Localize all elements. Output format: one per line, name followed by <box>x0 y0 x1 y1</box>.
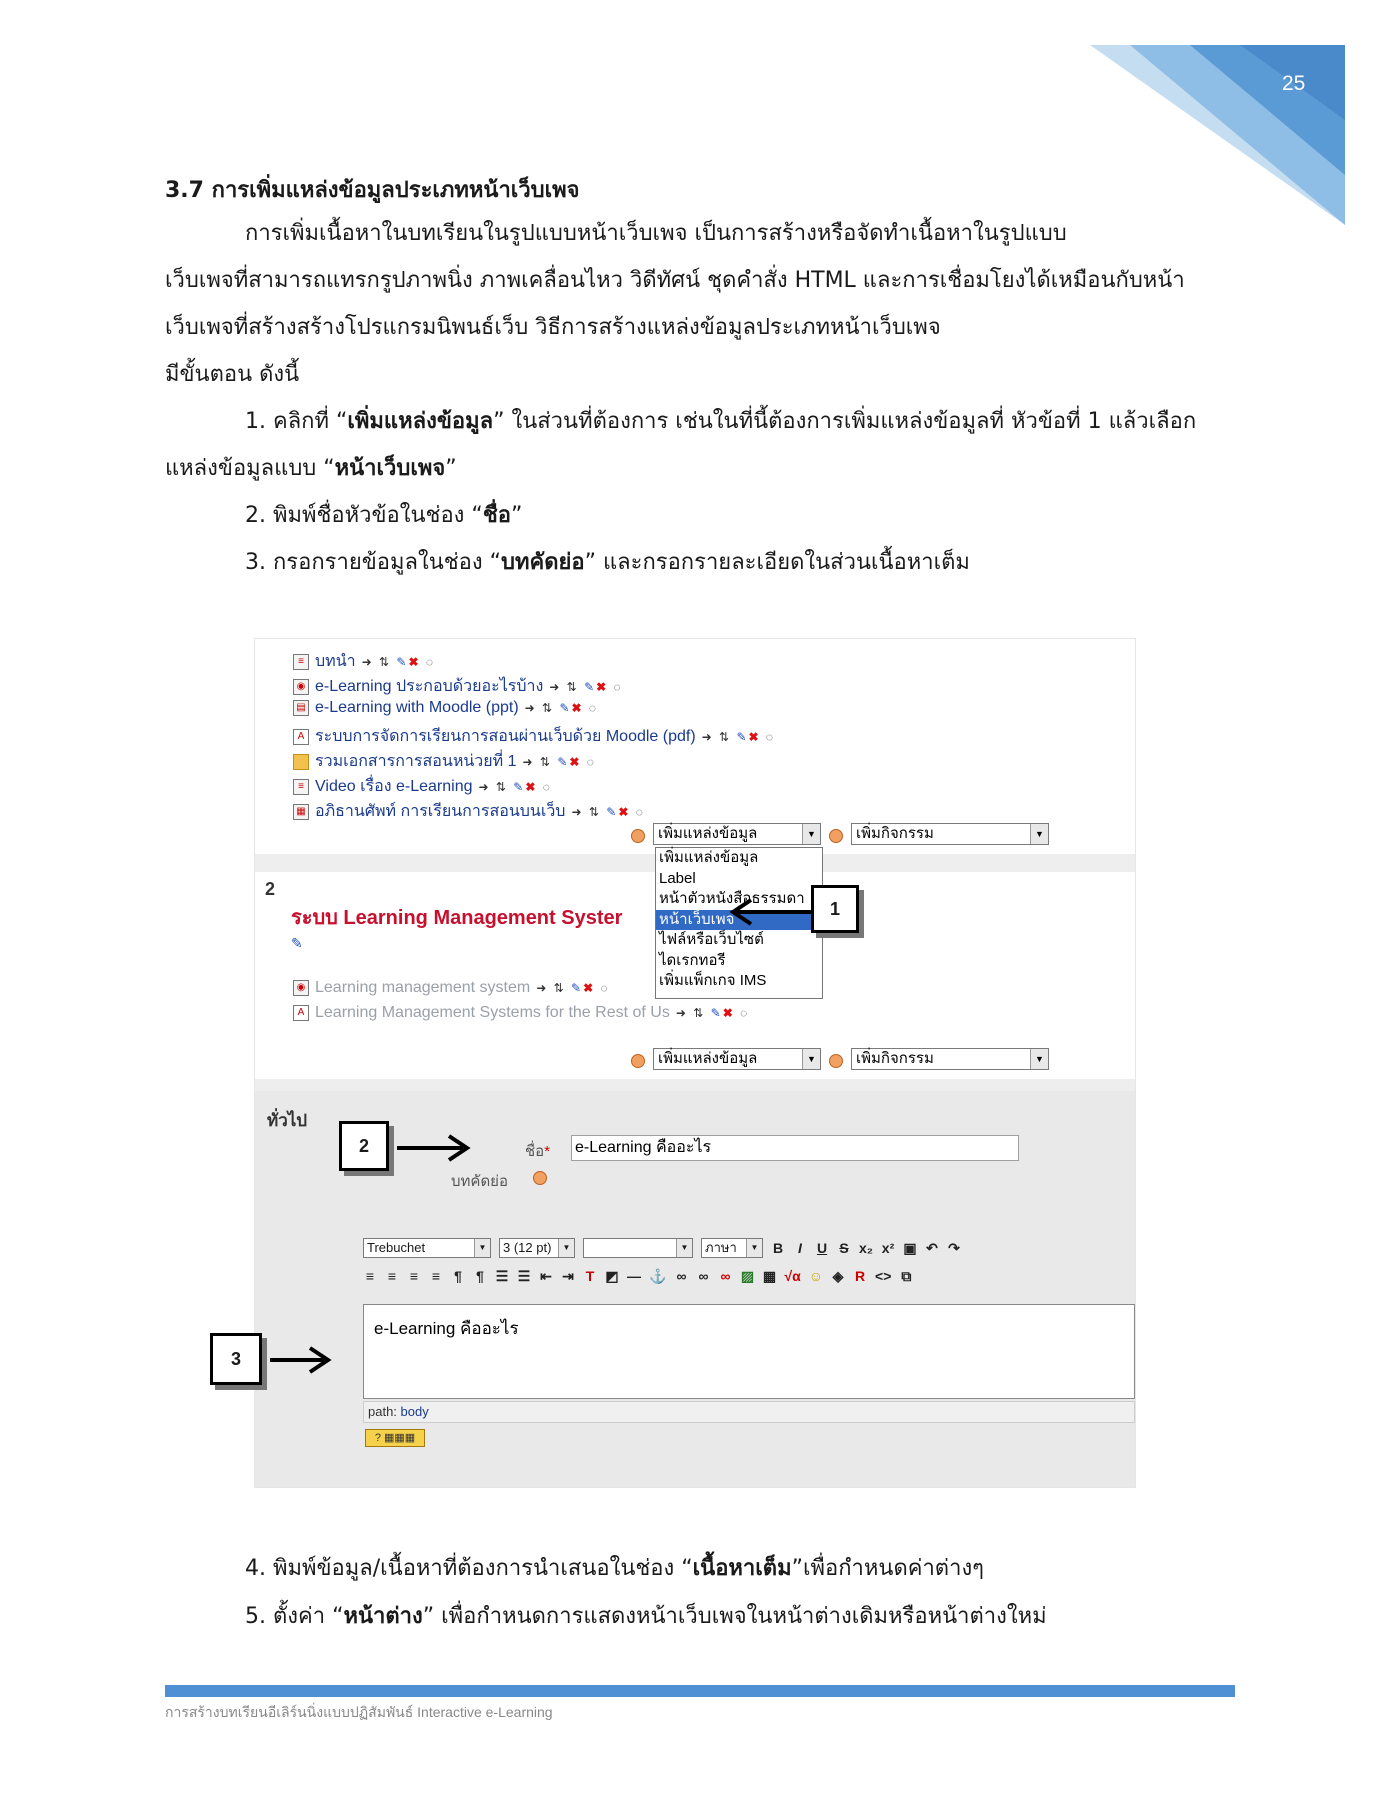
section-title: ระบบ Learning Management Syster <box>291 907 623 929</box>
edit-tools[interactable]: ➜ ⇅ ✎✖ ◌ <box>701 729 776 744</box>
footer-bar <box>165 1685 1235 1697</box>
search-replace-icon[interactable]: R <box>854 1268 866 1284</box>
footer-text: การสร้างบทเรียนอีเลิร์นนิ่งแบบปฏิสัมพันธ์ Interactive e-Learning <box>165 1704 553 1720</box>
arrow-icon <box>395 1133 475 1163</box>
help-icon[interactable] <box>631 829 645 843</box>
name-label: ชื่อ* <box>525 1143 551 1160</box>
dropdown-option[interactable]: หน้าตัวหนังสือธรรมดา <box>659 890 805 907</box>
edit-tools[interactable]: ➜ ⇅ ✎✖ ◌ <box>675 1006 750 1020</box>
intro-line-2: เว็บเพจที่สามารถแทรกรูปภาพนิ่ง ภาพเคลื่อนไหว วิดีทัศน์ ชุดคำสั่ง HTML และการเชื่อมโยงได้เหมือนกับหน้า <box>165 268 1185 293</box>
intro-line-1: การเพิ่มเนื้อหาในบทเรียนในรูปแบบหน้าเว็บเพจ เป็นการสร้างหรือจัดทำเนื้อหาในรูปแบบ <box>245 221 1067 246</box>
resource-item[interactable]: ◉ e-Learning ประกอบด้วยอะไรบ้าง ➜ ⇅ ✎✖ ◌ <box>293 674 623 699</box>
chevron-down-icon: ▼ <box>474 1239 490 1257</box>
edit-tools[interactable]: ➜ ⇅ ✎✖ ◌ <box>522 754 596 769</box>
bg-color-icon[interactable]: ◩ <box>605 1267 619 1284</box>
doc-icon: ◉ <box>293 679 309 695</box>
step-5: 5. ตั้งค่า “หน้าต่าง” เพื่อกำหนดการแสดงหน้าเว็บเพจในหน้าต่างเดิมหรือหน้าต่างใหม่ <box>245 1604 1047 1629</box>
fullscreen-icon[interactable]: ⧉ <box>901 1267 912 1284</box>
callout-1: 1 <box>811 885 859 933</box>
pdf-icon: A <box>293 729 309 745</box>
editor-path-bar: path: body <box>363 1401 1135 1423</box>
chevron-down-icon: ▼ <box>558 1239 574 1257</box>
pdf-icon: A <box>293 1005 309 1021</box>
resource-item[interactable]: ◉ Learning management system ➜ ⇅ ✎✖ ◌ <box>293 979 610 997</box>
chevron-down-icon: ▼ <box>1030 824 1048 844</box>
redo-icon[interactable]: ↷ <box>948 1239 960 1256</box>
justify-icon[interactable]: ≡ <box>431 1268 441 1284</box>
link-icon[interactable]: ∞ <box>676 1268 687 1284</box>
special-char-icon[interactable]: ◈ <box>832 1267 844 1284</box>
folder-icon <box>293 754 309 770</box>
resource-item[interactable]: ▦ อภิธานศัพท์ การเรียนการสอนบนเว็บ ➜ ⇅ ✎✖ ◌ <box>293 799 645 824</box>
ordered-list-icon[interactable]: ☰ <box>495 1267 509 1284</box>
align-right-icon[interactable]: ≡ <box>409 1268 419 1284</box>
italic-icon[interactable]: I <box>798 1240 802 1256</box>
chevron-down-icon: ▼ <box>802 824 820 844</box>
page-icon: ≡ <box>293 654 309 670</box>
dropdown-option[interactable]: ไดเรกทอรี <box>659 951 726 969</box>
unlink-icon[interactable]: ∞ <box>698 1268 709 1284</box>
name-field[interactable]: e-Learning คืออะไร <box>571 1135 1019 1161</box>
add-resource-select[interactable]: เพิ่มแหล่งข้อมูล ▼ <box>653 823 821 845</box>
underline-icon[interactable]: U <box>816 1240 828 1256</box>
chevron-down-icon: ▼ <box>1030 1049 1048 1069</box>
edit-tools[interactable]: ➜ ⇅ ✎✖ ◌ <box>478 779 552 794</box>
language-select[interactable]: ภาษา ▼ <box>701 1238 763 1258</box>
section-heading: 3.7 การเพิ่มแหล่งข้อมูลประเภทหน้าเว็บเพจ <box>165 178 580 203</box>
step-3: 3. กรอกรายข้อมูลในช่อง “บทคัดย่อ” และกรอกรายละเอียดในส่วนเนื้อหาเต็ม <box>245 550 970 575</box>
help-icon[interactable] <box>829 829 843 843</box>
dropdown-option-selected[interactable]: หน้าเว็บเพจ <box>656 910 822 931</box>
step-4: 4. พิมพ์ข้อมูล/เนื้อหาที่ต้องการนำเสนอในช่อง “เนื้อหาเต็ม”เพื่อกำหนดค่าต่างๆ <box>245 1556 984 1581</box>
indent-icon[interactable]: ⇥ <box>562 1267 574 1284</box>
ltr-icon[interactable]: ¶ <box>454 1268 462 1284</box>
section-number: 2 <box>265 879 276 899</box>
edit-tools[interactable]: ➜ ⇅ ✎✖ ◌ <box>361 654 435 669</box>
html-editor-toolbar <box>363 1234 1123 1300</box>
help-icon[interactable] <box>829 1054 843 1068</box>
outdent-icon[interactable]: ⇤ <box>540 1267 552 1284</box>
smiley-icon[interactable]: ☺ <box>808 1268 824 1284</box>
arrow-icon <box>268 1345 334 1375</box>
subscript-icon[interactable]: x₂ <box>859 1240 874 1256</box>
html-source-icon[interactable]: <> <box>875 1268 892 1284</box>
step-1-cont: แหล่งข้อมูลแบบ “หน้าเว็บเพจ” <box>165 456 457 481</box>
chevron-down-icon: ▼ <box>676 1239 692 1257</box>
summary-label: บทคัดย่อ <box>451 1173 508 1190</box>
moodle-screenshot <box>254 638 1136 1488</box>
section-divider <box>255 1079 1136 1091</box>
callout-3: 3 <box>210 1333 262 1385</box>
step-2: 2. พิมพ์ชื่อหัวข้อในช่อง “ชื่อ” <box>245 503 523 528</box>
help-icon[interactable] <box>533 1171 547 1185</box>
font-size-select[interactable]: 3 (12 pt) ▼ <box>499 1238 575 1258</box>
chevron-down-icon: ▼ <box>802 1049 820 1069</box>
glossary-icon: ▦ <box>293 804 309 820</box>
ppt-icon: ▤ <box>293 700 309 716</box>
general-legend: ทั่วไป <box>267 1111 308 1130</box>
dropdown-option[interactable]: เพิ่มแหล่งข้อมูล <box>659 849 759 866</box>
page-icon: ≡ <box>293 779 309 795</box>
superscript-icon[interactable]: x² <box>881 1240 895 1256</box>
text-color-icon[interactable]: T <box>585 1268 595 1284</box>
intro-line-3: เว็บเพจที่สร้างสร้างโปรแกรมนิพนธ์เว็บ วิธีการสร้างแหล่งข้อมูลประเภทหน้าเว็บเพจ <box>165 315 941 340</box>
font-family-select[interactable]: Trebuchet ▼ <box>363 1238 491 1258</box>
table-icon[interactable]: ▦ <box>762 1267 777 1284</box>
dropdown-option[interactable]: เพิ่มแพ็กเกจ IMS <box>659 972 767 989</box>
bold-icon[interactable]: B <box>772 1240 784 1256</box>
add-activity-select[interactable]: เพิ่มกิจกรรม ▼ <box>851 823 1049 845</box>
keyboard-help-button[interactable]: ? ▦▦▦ <box>365 1429 425 1447</box>
resource-item[interactable]: A Learning Management Systems for the Rest of Us ➜ ⇅ ✎✖ ◌ <box>293 1004 749 1022</box>
rtl-icon[interactable]: ¶ <box>476 1268 484 1284</box>
undo-icon[interactable]: ↶ <box>926 1239 938 1256</box>
image-icon[interactable]: ▨ <box>740 1267 755 1284</box>
clean-word-icon[interactable]: ▣ <box>903 1239 917 1256</box>
help-icon[interactable] <box>631 1054 645 1068</box>
arrow-icon <box>725 897 815 927</box>
align-left-icon[interactable]: ≡ <box>365 1268 375 1284</box>
unordered-list-icon[interactable]: ☰ <box>517 1267 531 1284</box>
edit-tools[interactable]: ➜ ⇅ ✎✖ ◌ <box>524 701 599 715</box>
callout-2: 2 <box>339 1121 389 1171</box>
resource-item[interactable]: ≡ Video เรื่อง e-Learning ➜ ⇅ ✎✖ ◌ <box>293 774 552 799</box>
step-1: 1. คลิกที่ “เพิ่มแหล่งข้อมูล” ในส่วนที่ต้องการ เช่นในที่นี้ต้องการเพิ่มแหล่งข้อมูลที่ หัวข้อที่ 1 แล้วเลือก <box>245 409 1197 434</box>
add-resource-select-2[interactable]: เพิ่มแหล่งข้อมูล ▼ <box>653 1048 821 1070</box>
anchor-icon[interactable]: ⚓ <box>649 1267 667 1284</box>
hr-icon[interactable]: — <box>627 1268 641 1284</box>
strikethrough-icon[interactable]: S <box>839 1240 849 1256</box>
add-activity-select-2[interactable]: เพิ่มกิจกรรม ▼ <box>851 1048 1049 1070</box>
align-center-icon[interactable]: ≡ <box>387 1268 397 1284</box>
math-icon[interactable]: √α <box>784 1268 801 1284</box>
nolink-icon[interactable]: ∞ <box>720 1268 731 1284</box>
dropdown-option[interactable]: Label <box>659 869 696 887</box>
lms-icon: ◉ <box>293 980 309 996</box>
resource-item[interactable]: ≡ บทนำ ➜ ⇅ ✎✖ ◌ <box>293 649 435 674</box>
resource-item[interactable]: A ระบบการจัดการเรียนการสอนผ่านเว็บด้วย Moodle (pdf) ➜ ⇅ ✎✖ ◌ <box>293 724 775 749</box>
resource-item[interactable]: ▤ e-Learning with Moodle (ppt) ➜ ⇅ ✎✖ ◌ <box>293 699 598 717</box>
full-content-editor[interactable]: e-Learning คืออะไร <box>363 1304 1135 1399</box>
intro-line-4: มีขั้นตอน ดังนี้ <box>165 362 300 387</box>
edit-tools[interactable]: ➜ ⇅ ✎✖ ◌ <box>536 981 610 995</box>
dropdown-option[interactable]: ไฟล์หรือเว็บไซต์ <box>659 931 764 948</box>
resource-item[interactable]: รวมเอกสารการสอนหน่วยที่ 1 ➜ ⇅ ✎✖ ◌ <box>293 749 596 774</box>
chevron-down-icon: ▼ <box>746 1239 762 1257</box>
format-select[interactable] <box>583 1238 693 1258</box>
page-number: 25 <box>1282 72 1306 95</box>
edit-tools[interactable]: ➜ ⇅ ✎✖ ◌ <box>571 804 645 819</box>
edit-tools[interactable]: ➜ ⇅ ✎✖ ◌ <box>549 679 623 694</box>
edit-summary-icon[interactable]: ✎ <box>291 935 303 951</box>
